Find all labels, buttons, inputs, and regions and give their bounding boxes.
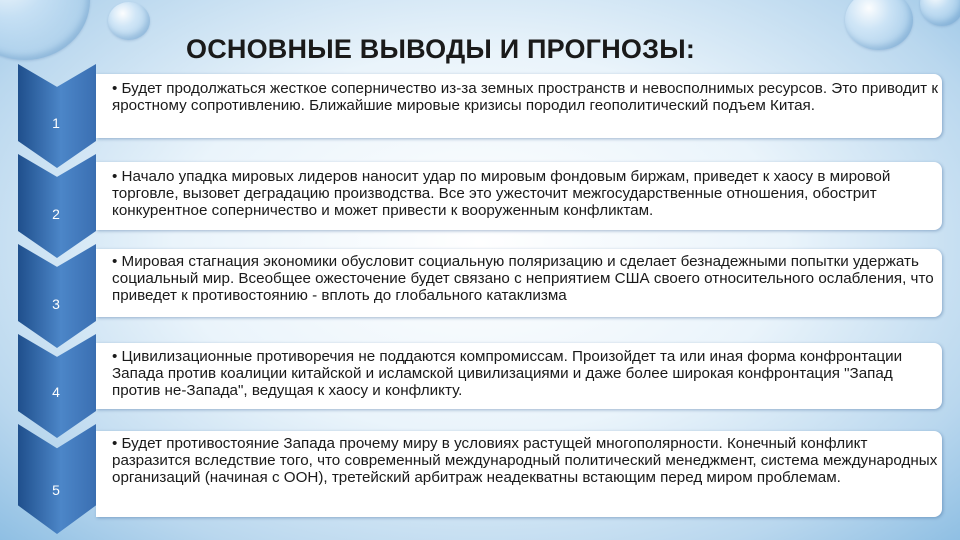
conclusion-text-3: • Мировая стагнация экономики обусловит социальную поляризацию и сделает безнадежными попытки удержать социальный мир. Всеобщее ожесточение будет связано с неприятием США своего относительного ослабления, что приведет к противостоянию - вплоть до глобального катаклизма [112,253,934,304]
water-droplet-top-left-small [108,2,150,40]
conclusion-text-1: • Будет продолжаться жесткое соперничество из-за земных пространств и невосполнимых ресурсов. Это приводит к яростному сопротивлению. Ближайшие мировые кризисы породил геополитический подъем Китая. [112,80,938,114]
step-number-3: 3 [52,296,60,312]
step-number-1: 1 [52,115,60,131]
conclusion-text-5: • Будет противостояние Запада прочему миру в условиях растущей многополярности. Конечный конфликт разразится вследствие того, что современный международный политический менеджмент, система международных организаций (начиная с ООН), третейский арбитраж неадекватны встающим перед миром проблемам. [112,435,938,486]
step-number-2: 2 [52,206,60,222]
water-droplet-top-left [0,0,90,60]
conclusion-text-4: • Цивилизационные противоречия не поддаются компромиссам. Произойдет та или иная форма конфронтации Запада против коалиции китайской и исламской цивилизациями и даже более широкая конфронтация "Запад против не-Запада", ведущая к хаосу и конфликту. [112,348,903,399]
water-droplet-top-right-small [920,0,960,26]
conclusion-text-2: • Начало упадка мировых лидеров наносит удар по мировым фондовым биржам, приведет к хаосу в мировой торговле, вызовет деградацию производства. Все это ужесточит межгосударственные отношения, обострит конкурентное соперничество и может привести к вооруженным конфликтам. [112,168,891,219]
water-droplet-top-right [845,0,913,50]
step-chevron-5 [18,424,96,534]
step-number-5: 5 [52,482,60,498]
step-number-4: 4 [52,384,60,400]
slide-title: ОСНОВНЫЕ ВЫВОДЫ И ПРОГНОЗЫ: [186,34,696,64]
